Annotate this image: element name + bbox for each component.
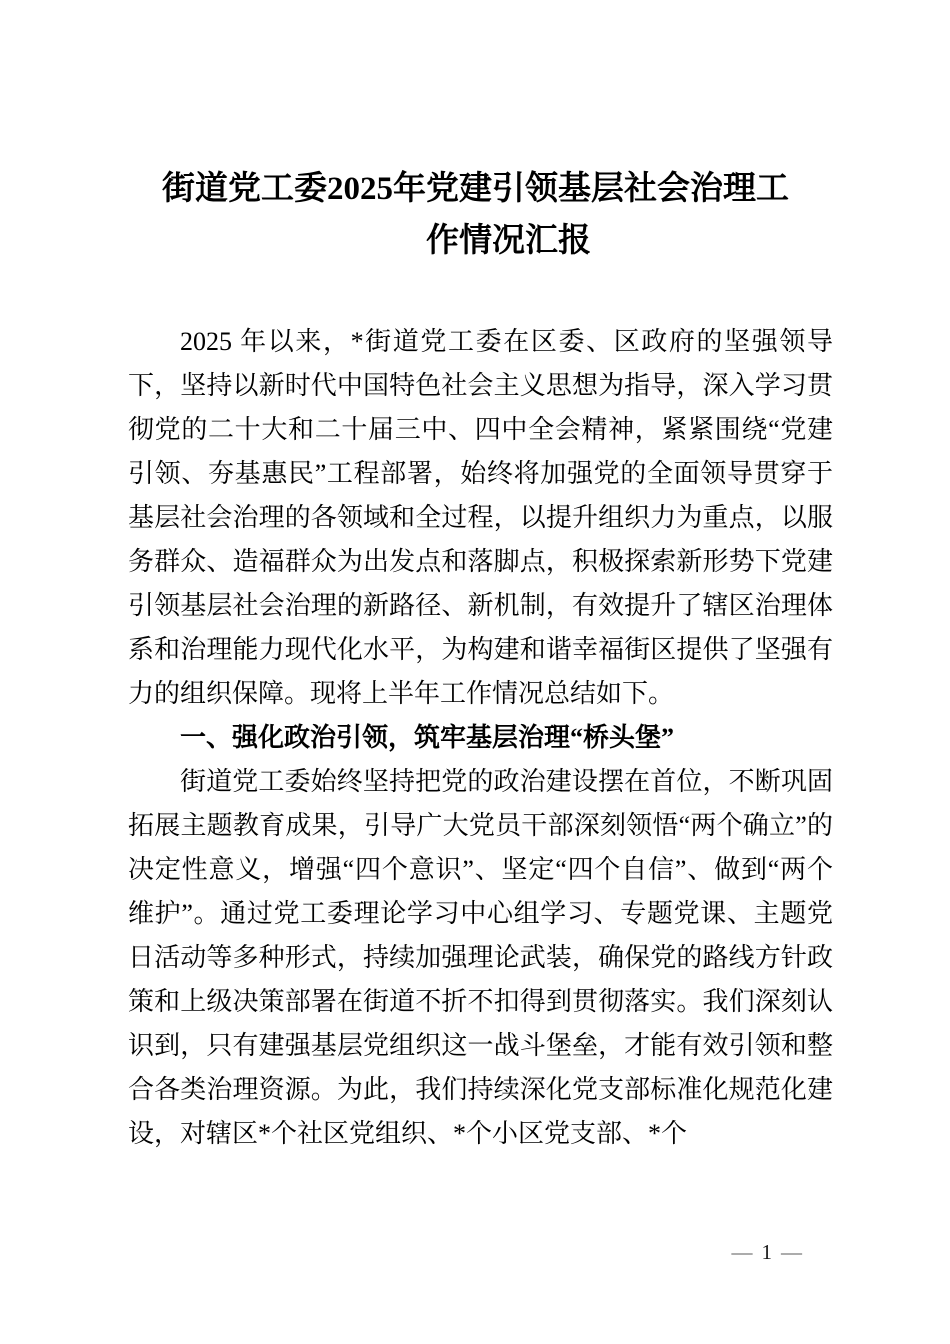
page-number-dash-right: — [781,1240,802,1264]
page-number-dash-left: — [731,1240,753,1264]
page-number [732,1240,803,1264]
intro-paragraph: 2025 年以来，*街道党工委在区委、区政府的坚强领导下，坚持以新时代中国特色社会主义思想为指导，深入学习贯彻党的二十大和二十届三中、四中全会精神，紧紧围绕“党建引领、夯基惠民”工程部署，始终将加强党的全面领导贯穿于基层社会治理的各领域和全过程，以提升组织力为重点，以服务群众、造福群众为出发点和落脚点，积极探索新形势下党建引领基层社会治理的新路径、新机制，有效提升了辖区治理体系和治理能力现代化水平，为构建和谐幸福街区提供了坚强有力的组织保障。现将上半年工作情况总结如下。 [128,327,833,708]
section-1-heading: 一、强化政治引领，筑牢基层治理“桥头堡” [180,723,675,752]
title-line-1: 街道党工委2025年党建引领基层社会治理工 [162,171,789,207]
document-title [123,163,828,267]
section-1-paragraph: 街道党工委始终坚持把党的政治建设摆在首位，不断巩固拓展主题教育成果，引导广大党员干部深刻领悟“两个确立”的决定性意义，增强“四个意识”、坚定“四个自信”、做到“两个维护”。通过党工委理论学习中心组学习、专题党课、主题党日活动等多种形式，持续加强理论武装，确保党的路线方针政策和上级决策部署在街道不折不扣得到贯彻落实。我们深刻认识到，只有建强基层党组织这一战斗堡垒，才能有效引领和整合各类治理资源。为此，我们持续深化党支部标准化规范化建设，对辖区*个社区党组织、*个小区党支部、*个 [128,767,833,1148]
page-number-value: 1 [761,1240,772,1264]
title-line-2: 作情况汇报 [426,223,591,259]
document-body [128,320,833,1156]
